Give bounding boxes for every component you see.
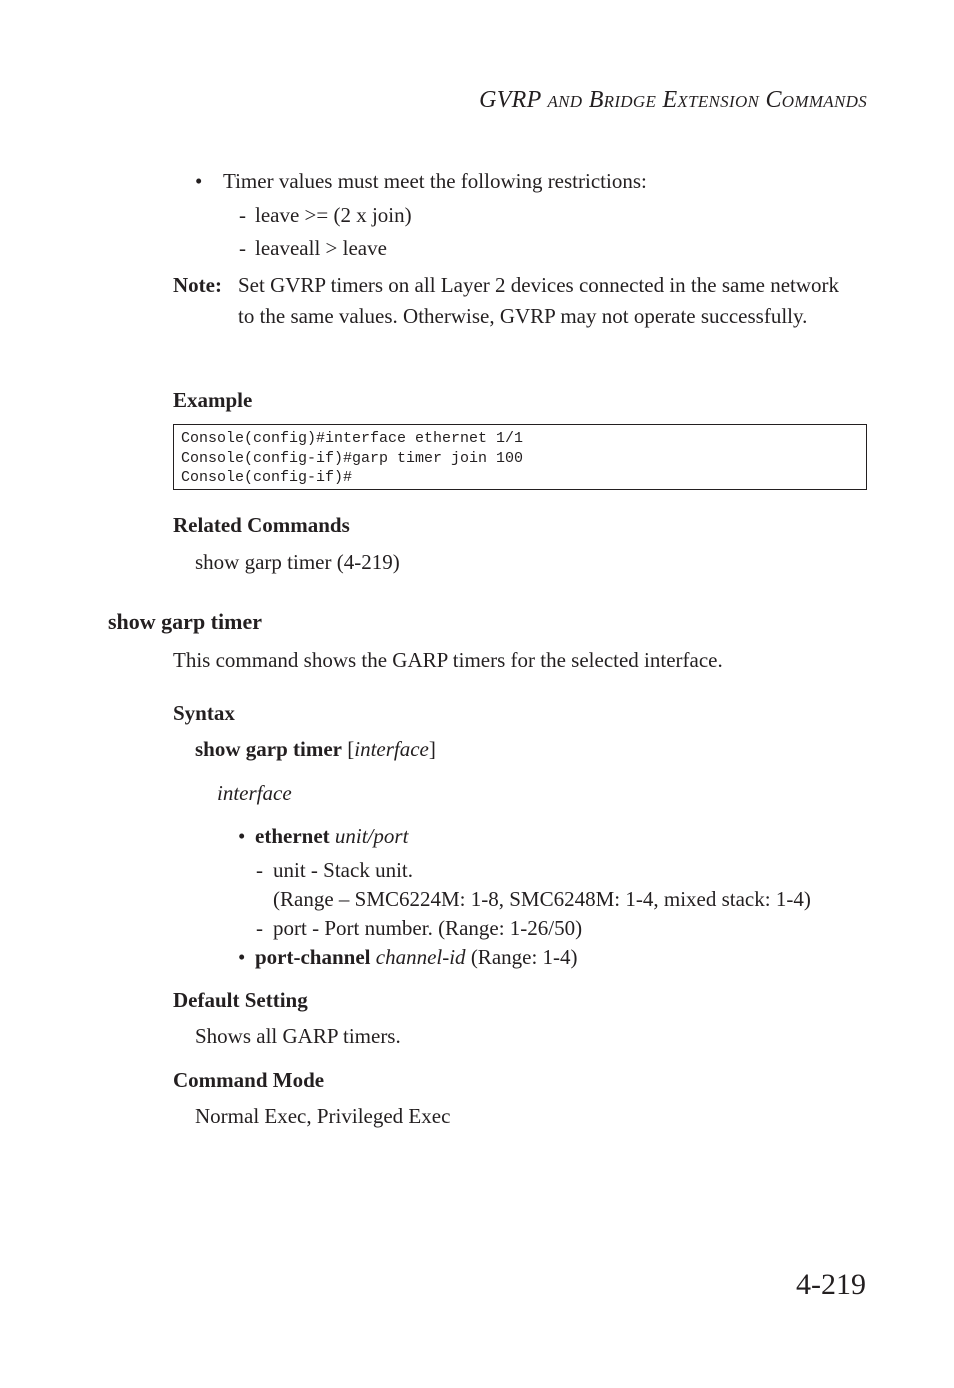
port-channel-keyword: port-channel (255, 945, 371, 969)
port-line: port - Port number. (Range: 1-26/50) (273, 916, 583, 940)
note-label: Note: (173, 273, 222, 297)
default-setting-heading: Default Setting (173, 988, 308, 1012)
dash-glyph: - (256, 858, 263, 882)
ethernet-arg: unit/port (334, 824, 409, 848)
page-number: 4-219 (796, 1268, 866, 1301)
dash-glyph: - (239, 203, 246, 227)
syntax-param: interface (354, 737, 429, 761)
default-setting-text: Shows all GARP timers. (195, 1024, 401, 1048)
ethernet-option (255, 821, 408, 852)
syntax-command: show garp timer (195, 737, 342, 761)
port-channel-option (255, 942, 578, 973)
syntax-line (195, 734, 436, 765)
syntax-heading: Syntax (173, 701, 235, 725)
unit-line: unit - Stack unit. (273, 858, 413, 882)
running-header: GVRP AND BRIDGE EXTENSION COMMANDS (479, 87, 867, 113)
dash-glyph: - (239, 236, 246, 260)
ethernet-keyword: ethernet (255, 824, 330, 848)
code-line: Console(config-if)# (181, 469, 353, 486)
related-command-ref: show garp timer (4-219) (195, 550, 400, 574)
restrictions-intro: Timer values must meet the following restrictions: (223, 169, 647, 193)
code-example (173, 424, 867, 490)
command-title: show garp timer (108, 609, 262, 634)
bracket: [ (347, 737, 355, 761)
bracket: ] (428, 737, 436, 761)
example-heading: Example (173, 388, 253, 412)
bullet-glyph: • (238, 824, 246, 848)
command-mode-heading: Command Mode (173, 1068, 325, 1092)
port-channel-arg: channel-id (375, 945, 466, 969)
port-channel-range: (Range: 1-4) (470, 945, 578, 969)
param-label: interface (217, 781, 292, 805)
note-block (173, 270, 853, 332)
bullet-glyph: • (238, 945, 246, 969)
bullet-glyph: • (195, 169, 203, 193)
command-mode-text: Normal Exec, Privileged Exec (195, 1104, 451, 1128)
code-line: Console(config-if)#garp timer join 100 (181, 449, 524, 467)
code-line: Console(config)#interface ethernet 1/1 (181, 430, 524, 447)
command-description: This command shows the GARP timers for the selected interface. (173, 648, 723, 672)
related-commands-heading: Related Commands (173, 513, 350, 537)
restriction-item: leave >= (2 x join) (255, 203, 412, 227)
unit-range: (Range – SMC6224M: 1-8, SMC6248M: 1-4, mixed stack: 1-4) (273, 887, 811, 911)
dash-glyph: - (256, 916, 263, 940)
restriction-item: leaveall > leave (255, 236, 387, 260)
note-text: Set GVRP timers on all Layer 2 devices connected in the same network to the same values. Otherwise, GVRP may not operate successfully. (238, 273, 840, 328)
